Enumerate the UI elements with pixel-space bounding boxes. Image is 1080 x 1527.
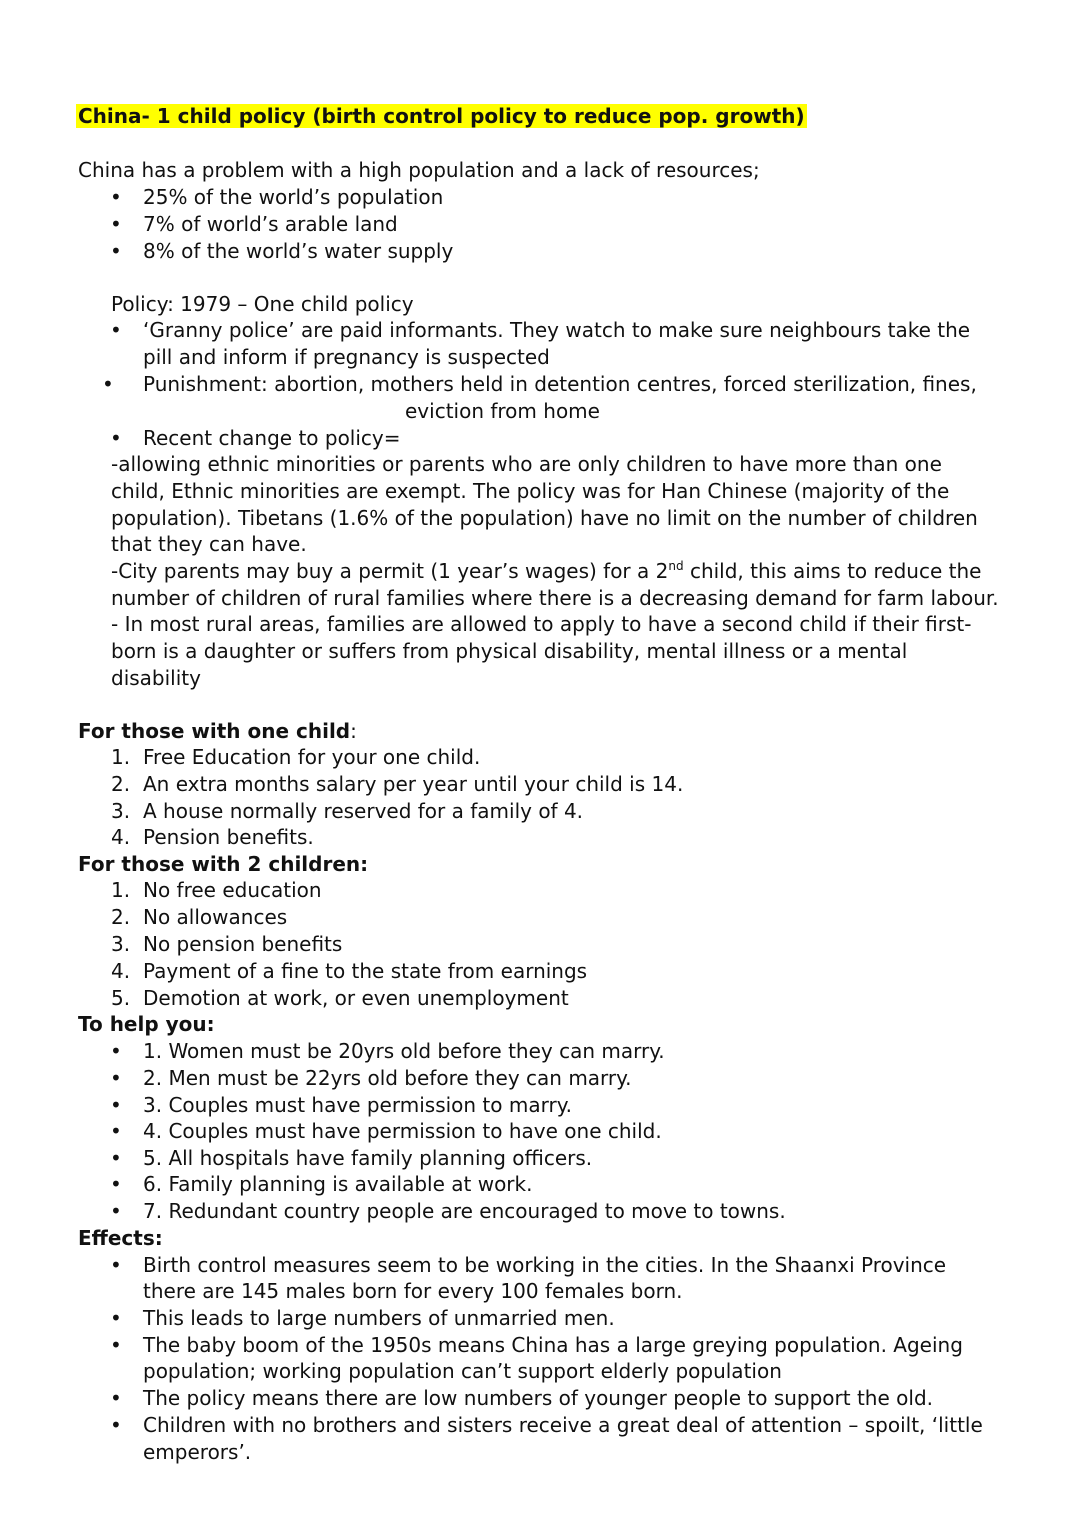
list-number: 1. — [111, 878, 131, 902]
bullet-icon: • — [110, 185, 122, 209]
intro-bullet: 25% of the world’s population — [143, 185, 444, 209]
bullet-icon: • — [110, 1333, 122, 1357]
bullet-icon: • — [110, 1039, 122, 1063]
one-child-heading-text: For those with one child — [78, 719, 351, 743]
list-item: Pension benefits. — [143, 825, 314, 849]
rural-areas-text: - In most rural areas, families are allowed to apply to have a second child if their first- — [111, 612, 972, 636]
bullet-icon: • — [110, 318, 122, 342]
recent-change-para: -allowing ethnic minorities or parents who are only children to have more than one — [111, 452, 942, 476]
list-item: A house normally reserved for a family of 4. — [143, 799, 584, 823]
bullet-icon: • — [110, 1386, 122, 1410]
list-item: No allowances — [143, 905, 288, 929]
ordinal-suffix: nd — [668, 559, 684, 573]
list-number: 4. — [111, 959, 131, 983]
city-permit-text-start: -City parents may buy a permit (1 year’s wages) for a 2 — [111, 559, 669, 583]
recent-change-para: population). Tibetans (1.6% of the population) have no limit on the number of children — [111, 506, 978, 530]
recent-change-para: that they can have. — [111, 532, 307, 556]
bullet-icon: • — [110, 1172, 122, 1196]
one-child-heading — [78, 718, 357, 744]
list-item: Payment of a fine to the state from earnings — [143, 959, 588, 983]
bullet-icon: • — [110, 426, 122, 450]
recent-change-para: child, Ethnic minorities are exempt. The policy was for Han Chinese (majority of the — [111, 479, 950, 503]
list-item: An extra months salary per year until your child is 14. — [143, 772, 684, 796]
bullet-icon: • — [110, 1306, 122, 1330]
list-item: No pension benefits — [143, 932, 343, 956]
effect-item: This leads to large numbers of unmarried men. — [143, 1306, 615, 1330]
bullet-icon: • — [110, 1253, 122, 1277]
list-item: 4. Couples must have permission to have one child. — [143, 1119, 662, 1143]
rural-areas-text: born is a daughter or suffers from physical disability, mental illness or a mental — [111, 639, 908, 663]
policy-heading: Policy: 1979 – One child policy — [111, 292, 414, 316]
title-highlight: China- 1 child policy (birth control policy to reduce pop. growth) — [78, 104, 805, 128]
list-item: 1. Women must be 20yrs old before they can marry. — [143, 1039, 665, 1063]
effect-item-cont: emperors’. — [143, 1440, 252, 1464]
effects-heading: Effects: — [78, 1226, 163, 1250]
granny-police-text: ‘Granny police’ are paid informants. They watch to make sure neighbours take the — [143, 318, 971, 342]
list-number: 3. — [111, 932, 131, 956]
bullet-icon: • — [110, 239, 122, 263]
bullet-icon: • — [110, 1066, 122, 1090]
list-number: 4. — [111, 825, 131, 849]
bullet-icon: • — [110, 1119, 122, 1143]
bullet-icon: • — [110, 1199, 122, 1223]
effect-item: Children with no brothers and sisters receive a great deal of attention – spoilt, ‘little — [143, 1413, 983, 1437]
intro-text: China has a problem with a high population and a lack of resources; — [78, 158, 760, 182]
bullet-icon: • — [110, 1146, 122, 1170]
help-heading: To help you: — [78, 1012, 215, 1036]
list-number: 3. — [111, 799, 131, 823]
list-item: Demotion at work, or even unemployment — [143, 986, 569, 1010]
list-item: 3. Couples must have permission to marry. — [143, 1093, 573, 1117]
rural-areas-text: disability — [111, 666, 201, 690]
bullet-icon: • — [102, 372, 114, 396]
document-title — [78, 103, 807, 129]
effect-item-cont: population; working population can’t support elderly population — [143, 1359, 782, 1383]
punishment-text-cont: eviction from home — [405, 399, 600, 423]
list-item: Free Education for your one child. — [143, 745, 481, 769]
bullet-icon: • — [110, 212, 122, 236]
list-item: 6. Family planning is available at work. — [143, 1172, 533, 1196]
list-number: 2. — [111, 905, 131, 929]
list-number: 1. — [111, 745, 131, 769]
list-number: 5. — [111, 986, 131, 1010]
granny-police-text-cont: pill and inform if pregnancy is suspected — [143, 345, 550, 369]
two-children-heading: For those with 2 children: — [78, 852, 369, 876]
intro-bullet: 7% of world’s arable land — [143, 212, 398, 236]
bullet-icon: • — [110, 1093, 122, 1117]
effect-item: The policy means there are low numbers of younger people to support the old. — [143, 1386, 933, 1410]
effect-item: Birth control measures seem to be working in the cities. In the Shaanxi Province — [143, 1253, 947, 1277]
list-item: 7. Redundant country people are encouraged to move to towns. — [143, 1199, 786, 1223]
punishment-text: Punishment: abortion, mothers held in detention centres, forced sterilization, fines, — [143, 372, 977, 396]
list-item: No free education — [143, 878, 322, 902]
intro-bullet: 8% of the world’s water supply — [143, 239, 454, 263]
list-item: 5. All hospitals have family planning officers. — [143, 1146, 593, 1170]
list-number: 2. — [111, 772, 131, 796]
list-item: 2. Men must be 22yrs old before they can marry. — [143, 1066, 632, 1090]
bullet-icon: • — [110, 1413, 122, 1437]
heading-colon: : — [350, 719, 357, 743]
effect-item-cont: there are 145 males born for every 100 females born. — [143, 1279, 683, 1303]
city-permit-text-cont: number of children of rural families where there is a decreasing demand for farm labour. — [111, 586, 999, 610]
recent-change-label: Recent change to policy= — [143, 426, 401, 450]
effect-item: The baby boom of the 1950s means China has a large greying population. Ageing — [143, 1333, 963, 1357]
city-permit-text-end: child, this aims to reduce the — [683, 559, 982, 583]
city-permit-text — [111, 558, 981, 584]
